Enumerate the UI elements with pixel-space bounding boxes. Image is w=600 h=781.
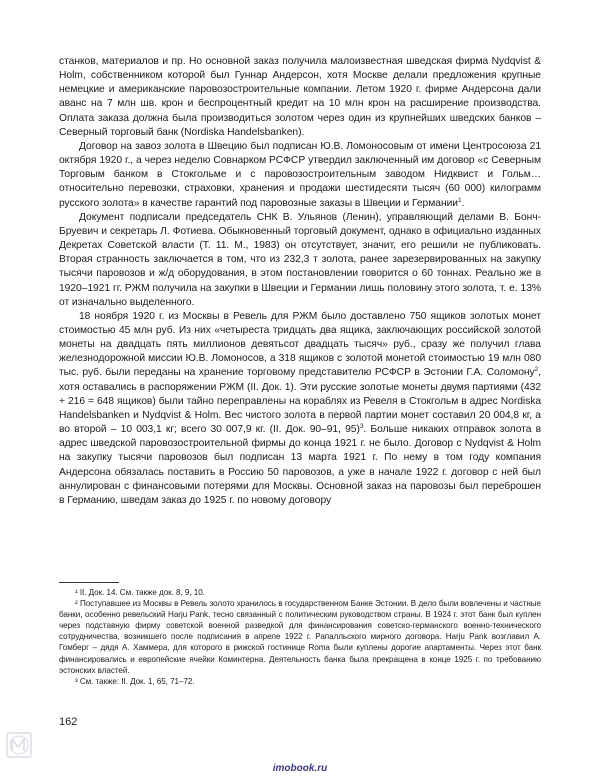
text-run: .: [461, 197, 465, 209]
text-run: Документ подписали председатель СНК В. Ульянов (Ленин), управляющий делами В. Бонч-Бруевич и секретарь Л. Фотиева. Обыкновенный торговый документ, однако в официально изданных Декретах Советской власти (Т. 11. М., 1983) он отсутствует, значит, его решили не публиковать. Вторая странность заключается в том, что из 232,3 т золота, ранее зарезервированных на закупку тысячи паровозов и ж/д оборудования, в этом постановлении говорится о 60 тоннах. Реально же в 1920–1921 гг. РЖМ получила на закупки в Швеции и Германии лишь половину этого золота, т. е. 13% от изначально выделенного.: [59, 211, 541, 308]
footnote-ref-2[interactable]: 2: [534, 366, 539, 374]
paragraph-2: [59, 140, 541, 211]
footnote-1: ¹ II. Док. 14. См. также док. 8, 9, 10.: [75, 588, 205, 597]
paragraph-3: [59, 211, 541, 310]
publisher-logo-icon: [6, 732, 32, 758]
paragraph-4: [59, 310, 541, 508]
footnote-3: ³ См. также: II. Док. 1, 65, 71–72.: [75, 676, 195, 686]
text-run: Договор на завоз золота в Швецию был подписан Ю.В. Ломоносовым от имени Центросоюза 21 октября 1920 г., а через неделю Совнарком РСФСР утвердил заключенный им договор «с Северным Торговым банком в Стокгольме и с паровозостроительным заводом Нидквист и Гольм… относительно перевозки, страховки, хранения и продажи шестидесяти тысяч (60 000) килограмм русского золота» в качестве гарантий под паровозные заказы в Швеции и Германии: [59, 140, 541, 209]
footnote-ref-1[interactable]: 1: [457, 196, 462, 204]
site-link[interactable]: imobook.ru: [272, 763, 328, 774]
paragraph-1: [59, 55, 541, 140]
text-run: . Больше никаких отправок золота в адрес шведской паровозостроительной фирмы до конца 1921 г. не было. Договор с Nydqvist & Holm на закупку тысячи паровозов был подписан 13 марта 1921 г. По нему в том году компания Андерсона обязалась поставить в Россию 50 паровозов, а уже в начале 1922 г. договор с ней был аннулирован с финансовыми потерями для Москвы. Основной заказ на паровозы был переброшен в Германию, шведам заказ до 1925 г. по новому договору: [59, 424, 542, 506]
text-run: , хотя оставались в распоряжении РЖМ (II. Док. 1). Эти русские золотые монеты двумя партиями (432 + 216 = 648 ящиков) были тайно переправлены на кораблях из Ревеля в Стокгольм в адрес Nordiska Handelsbanken и Nydqvist & Holm. Вес чистого золота в первой партии монет составил 20 004,8 кг, а во второй – 10 003,1 кг; всего 30 007,9 кг. (II. Док. 90–91, 95): [59, 367, 541, 436]
text-run: станков, материалов и пр. Но основной заказ получила малоизвестная шведская фирма Nydqvist & Holm, собственником которой был Гуннар Андерсон, хотя Москве делали предложения крупные немецкие и американские паровозостроительные компании. Летом 1920 г. фирме Андерсона дали аванс на 7 млн шв. крон и беспроцентный кредит на 10 млн крон на расширение производства. Оплата заказа должна была производиться золотом через один из крупнейших шведских банков – Северный торговый банк (Nordiska Handelsbanken).: [59, 56, 541, 138]
page-number: 162: [59, 716, 78, 728]
footnote-ref-3[interactable]: 3: [359, 423, 364, 431]
footnotes: [59, 587, 541, 687]
footnote-2: ² Поступавшее из Москвы в Ревель золото хранилось в государственном Банке Эстонии. В дело были вовлечены и частные банки, особенно ревельский Harju Pank, тесно связанный с политическим руководством страны. В 1924 г. этот банк был куплен через подставную фирму советской военной разведкой для финансирования советско-германского военно-технического сотрудничества, возникшего после подписания в апреле 1922 г. Рапалльского мирного договора. Harju Pank возглавил А. Гомберг – дядя А. Хаммера, для которого в рижской гостинице Roma были куплены дорогие апартаменты. Через этот банк финансировались и европейские ячейки Коминтерна. Деятельность банка была прекращена в конце 1925 г. по требованию эстонских властей.: [59, 599, 541, 675]
main-text: [59, 55, 541, 508]
text-run: 18 ноября 1920 г. из Москвы в Ревель для РЖМ было доставлено 750 ящиков золотых монет стоимостью 45 млн руб. Из них «четыреста тридцать два ящика, заключающих российской золотой монеты на двадцать пять миллионов девятьсот двадцать тысяч» руб., сразу же получил глава железнодорожной миссии Ю.В. Ломоносов, а 318 ящиков с золотой монетой стоимостью 19 млн 080 тыс. руб. были переданы на хранение торговому представителю РСФСР в Эстонии Г.А. Соломону: [59, 310, 541, 379]
footnote-divider: [59, 582, 119, 583]
